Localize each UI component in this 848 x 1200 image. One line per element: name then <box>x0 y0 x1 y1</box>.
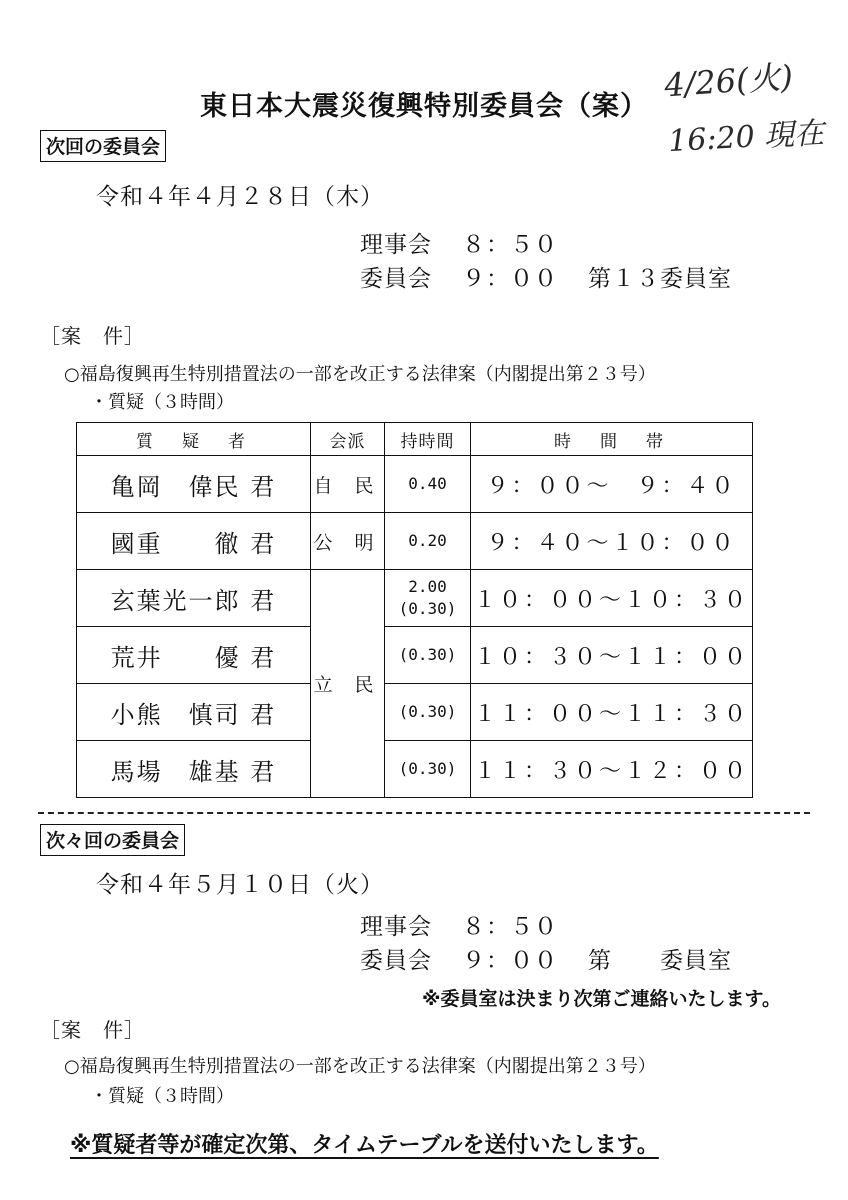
questioner-name: 國重 徹 君 <box>77 513 311 570</box>
questioner-name: 亀岡 偉民 君 <box>77 456 311 513</box>
table-row <box>77 456 753 513</box>
next-committee-line <box>360 260 732 293</box>
following-meeting-date: 令和４年５月１０日（火） <box>96 872 384 898</box>
hours-cell: 0.20 <box>385 513 471 570</box>
next-committee-time: ９：００ <box>462 266 558 292</box>
next-board-time: ８：５０ <box>462 232 558 258</box>
following-room: 第 委員室 <box>588 948 732 974</box>
hours-cell: (0.30) <box>385 627 471 684</box>
next-agenda-label: ［案 件］ <box>40 324 145 348</box>
slot-cell: ９：００～ ９：４０ <box>471 456 753 513</box>
next-board-line <box>360 226 558 259</box>
slot-cell: ９：４０～１０：００ <box>471 513 753 570</box>
following-committee-name: 委員会 <box>360 948 432 974</box>
table-row <box>77 627 753 684</box>
following-board-line <box>360 908 558 941</box>
following-meeting-label: 次々回の委員会 <box>40 824 185 856</box>
header-hours: 持時間 <box>385 423 471 456</box>
questioner-name: 荒井 優 君 <box>77 627 311 684</box>
following-board-name: 理事会 <box>360 914 432 940</box>
header-slot: 時 間 帯 <box>471 423 753 456</box>
slot-cell: １１：３０～１２：００ <box>471 741 753 798</box>
hours-cell: (0.30) <box>385 741 471 798</box>
next-meeting-date: 令和４年４月２８日（木） <box>96 184 384 210</box>
hours-sub: (0.30) <box>398 599 457 618</box>
next-agenda-sub: ・質疑（３時間） <box>90 392 234 413</box>
following-committee-time: ９：００ <box>462 948 558 974</box>
next-room: 第１３委員室 <box>588 266 732 292</box>
slot-cell: １０：３０～１１：００ <box>471 627 753 684</box>
handwritten-time: 16:20 現在 <box>667 115 825 160</box>
table-header-row <box>77 423 753 456</box>
table-row <box>77 513 753 570</box>
handwritten-date: 4/26(火) <box>662 57 795 105</box>
following-committee-line <box>360 942 732 975</box>
questioner-timetable <box>76 422 753 798</box>
following-agenda-sub: ・質疑（３時間） <box>90 1086 234 1107</box>
questioner-name: 小熊 慎司 君 <box>77 684 311 741</box>
hours-cell <box>385 570 471 627</box>
next-committee-name: 委員会 <box>360 266 432 292</box>
party-cell: 立 民 <box>311 570 385 798</box>
questioner-name: 玄葉光一郎 君 <box>77 570 311 627</box>
table-row <box>77 741 753 798</box>
following-agenda-item: ○福島復興再生特別措置法の一部を改正する法律案（内閣提出第２３号） <box>64 1056 656 1077</box>
slot-cell: １０：００～１０：３０ <box>471 570 753 627</box>
hours-cell: (0.30) <box>385 684 471 741</box>
next-board-name: 理事会 <box>360 232 432 258</box>
following-agenda-label: ［案 件］ <box>40 1018 145 1042</box>
hours-cell: 0.40 <box>385 456 471 513</box>
section-divider <box>38 812 810 814</box>
header-party: 会派 <box>311 423 385 456</box>
room-note: ※委員室は決まり次第ご連絡いたします。 <box>422 988 781 1010</box>
questioner-name: 馬場 雄基 君 <box>77 741 311 798</box>
party-cell: 自 民 <box>311 456 385 513</box>
next-meeting-label: 次回の委員会 <box>40 130 166 162</box>
slot-cell: １１：００～１１：３０ <box>471 684 753 741</box>
footer-note: ※質疑者等が確定次第、タイムテーブルを送付いたします。 <box>70 1133 659 1158</box>
next-agenda-item: ○福島復興再生特別措置法の一部を改正する法律案（内閣提出第２３号） <box>64 364 656 385</box>
following-board-time: ８：５０ <box>462 914 558 940</box>
header-questioner: 質 疑 者 <box>77 423 311 456</box>
party-cell: 公 明 <box>311 513 385 570</box>
page-title: 東日本大震災復興特別委員会（案） <box>200 91 648 122</box>
table-row <box>77 684 753 741</box>
table-row <box>77 570 753 627</box>
hours-main: 2.00 <box>408 577 447 597</box>
